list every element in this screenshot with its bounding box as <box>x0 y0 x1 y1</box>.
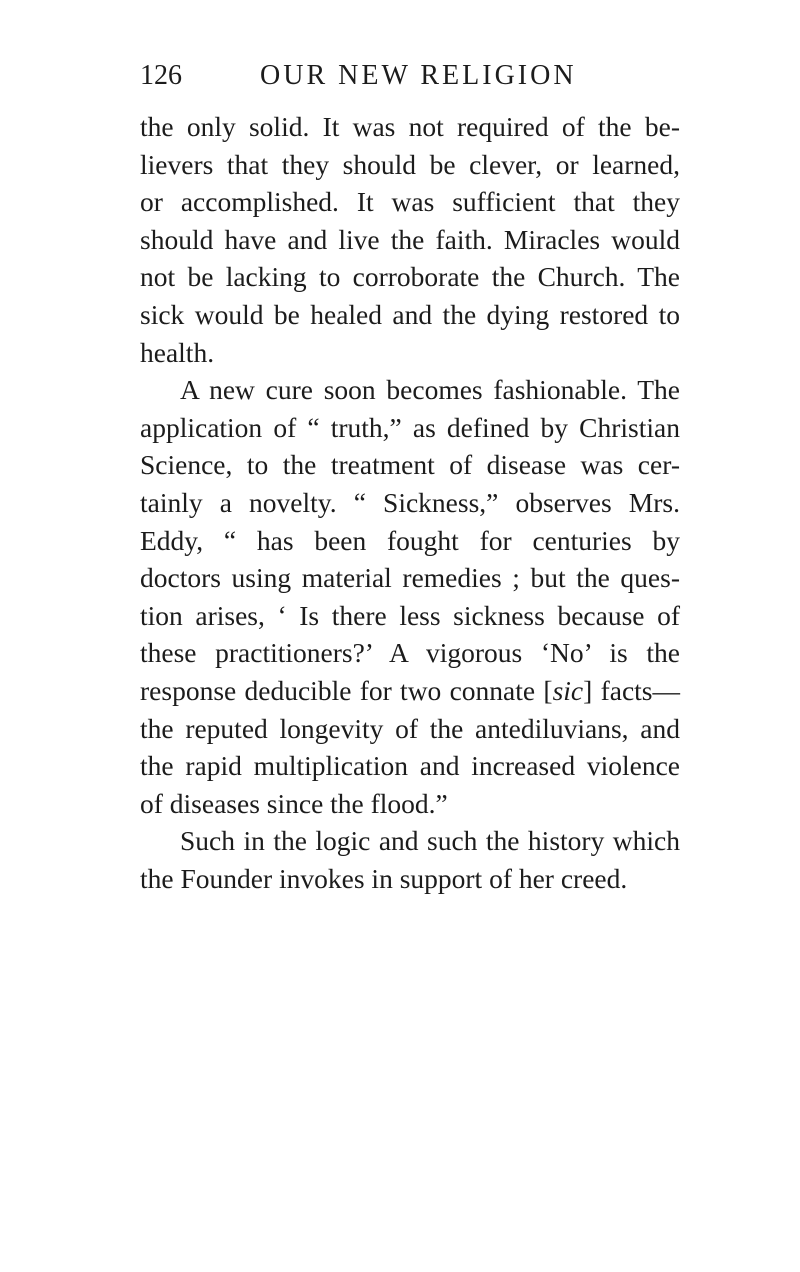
text-line: the reputed longevity of the antediluvians, and <box>140 712 680 744</box>
running-head <box>140 56 680 96</box>
text-line-sic <box>140 672 680 710</box>
text-line: the rapid multiplication and increased violence <box>140 750 680 782</box>
text-line: doctors using material remedies ; but the ques- <box>140 562 680 594</box>
paragraph-1 <box>140 108 680 371</box>
text-line: these practitioners?’ A vigorous ‘No’ is the <box>140 637 680 669</box>
text-line: A new cure soon becomes fashionable. The <box>180 374 680 406</box>
text-line: should have and live the faith. Miracles would <box>140 223 680 255</box>
text-line: the Founder invokes in support of her creed. <box>140 862 628 894</box>
text-line: lievers that they should be clever, or learned, <box>140 148 680 180</box>
text-line: health. <box>140 336 215 368</box>
sic-line-before: response deducible for two connate [ <box>140 674 553 706</box>
text-line: tainly a novelty. “ Sickness,” observes Mrs. <box>140 486 680 518</box>
paragraph-3 <box>140 822 680 897</box>
body-text <box>140 108 680 897</box>
running-title: OUR NEW RELIGION <box>260 60 577 91</box>
text-line: tion arises, ‘ Is there less sickness because of <box>140 599 680 631</box>
sic-line-after: ] facts— <box>583 674 680 706</box>
text-line: Such in the logic and such the history which <box>180 825 680 857</box>
text-line: not be lacking to corroborate the Church. The <box>140 261 680 293</box>
text-line: of diseases since the flood.” <box>140 787 448 819</box>
text-line: sick would be healed and the dying restored to <box>140 298 680 330</box>
paragraph-2 <box>140 371 680 822</box>
sic-annotation: sic <box>552 674 584 706</box>
page-number: 126 <box>140 60 182 91</box>
text-line: or accomplished. It was sufficient that they <box>140 186 680 218</box>
text-line: Eddy, “ has been fought for centuries by <box>140 524 680 556</box>
text-line: the only solid. It was not required of the be- <box>140 111 680 142</box>
text-line: Science, to the treatment of disease was cer- <box>140 449 680 481</box>
text-line: application of “ truth,” as defined by Christian <box>140 411 680 443</box>
